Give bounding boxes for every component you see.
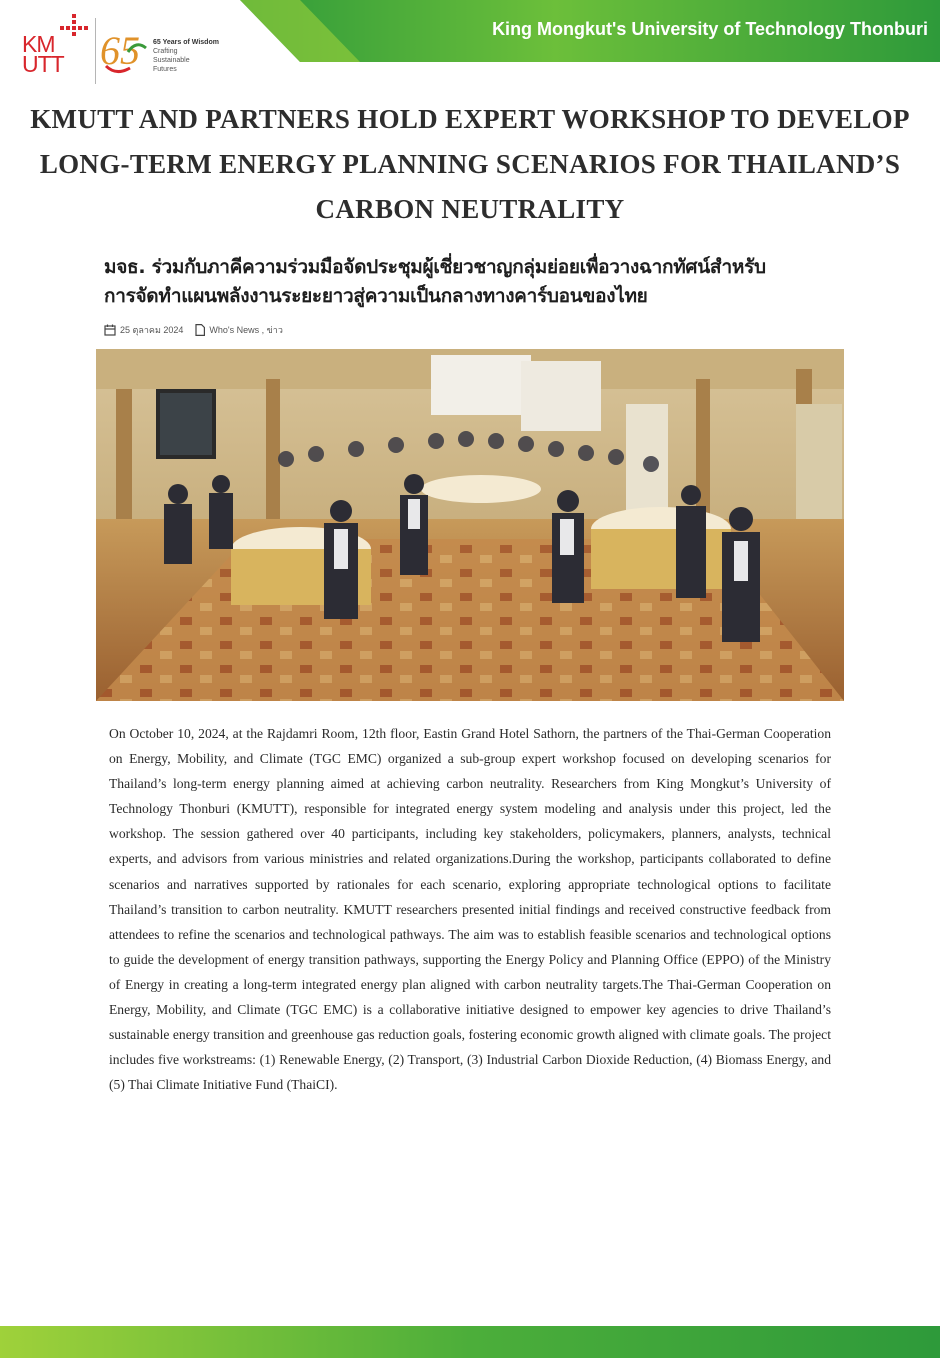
university-name: King Mongkut's University of Technology Thonburi xyxy=(492,19,928,39)
logo-divider xyxy=(95,18,96,84)
category-link[interactable]: Who's News , ข่าว xyxy=(209,325,283,335)
kmutt-wordmark-line2: UTT xyxy=(22,51,64,77)
plus-mark-icon xyxy=(60,14,90,44)
workshop-group-photo xyxy=(96,349,844,701)
thai-title xyxy=(104,253,844,311)
kmutt-logo xyxy=(18,12,228,82)
kmutt-wordmark-line1: KM xyxy=(22,31,55,57)
document-icon xyxy=(195,324,205,336)
wisdom-line2: Crafting xyxy=(153,48,178,55)
anniversary-65-icon xyxy=(98,22,150,78)
wisdom-tagline xyxy=(153,38,219,74)
footer-green-band xyxy=(0,1326,940,1358)
article-title: KMUTT AND PARTNERS HOLD EXPERT WORKSHOP TO DEVELOP LONG-TERM ENERGY PLANNING SCENARIOS FOR THAILAND’S CARBON NEUTRALITY xyxy=(30,104,910,224)
wisdom-line1: 65 Years of Wisdom xyxy=(153,39,219,46)
wisdom-line3: Sustainable xyxy=(153,57,190,64)
wisdom-line4: Futures xyxy=(153,66,177,73)
anniversary-number: 65 xyxy=(100,28,140,73)
article-body: On October 10, 2024, at the Rajdamri Room, 12th floor, Eastin Grand Hotel Sathorn, the partners of the Thai-German Cooperation on Energy, Mobility, and Climate (TGC EMC) organized a sub-group expert workshop focused on developing scenarios for Thailand’s long-term energy planning aimed at achieving carbon neutrality. Researchers from King Mongkut’s University of Technology Thonburi (KMUTT), responsible for integrated energy system modeling and analysis under this project, led the workshop. The session gathered over 40 participants, including key stakeholders, policymakers, planners, analysts, technical experts, and advisors from various ministries and related organizations.During the workshop, participants collaborated to define scenarios and narratives supported by rationales for each scenario, exploring appropriate technological options to facilitate Thailand’s transition to carbon neutrality. KMUTT researchers presented initial findings and received constructive feedback from attendees to refine the scenarios and technological pathways. The aim was to establish feasible scenarios and technological options to guide the development of energy transition pathways, supporting the Energy Policy and Planning Office (EPPO) of the Ministry of Energy in creating a long-term integrated energy plan aligned with carbon neutrality targets.The Thai-German Cooperation on Energy, Mobility, and Climate (TGC EMC) is a collaborative initiative designed to empower key agencies to drive Thailand’s sustainable energy transition and greenhouse gas reduction goals, fostering economic growth aligned with climate goals. The project includes five workstreams: (1) Renewable Energy, (2) Transport, (3) Industrial Carbon Dioxide Reduction, (4) Biomass Energy, and (5) Thai Climate Initiative Fund (ThaiCI). xyxy=(109,726,831,1093)
calendar-icon xyxy=(104,324,116,336)
thai-title-line2: การจัดทำแผนพลังงานระยะยาวสู่ความเป็นกลางทางคาร์บอนของไทย xyxy=(104,285,648,307)
thai-title-line1: มจธ. ร่วมกับภาคีความร่วมมือจัดประชุมผู้เชี่ยวชาญกลุ่มย่อยเพื่อวางฉากทัศน์สำหรับ xyxy=(104,256,766,278)
publish-date: 25 ตุลาคม 2024 xyxy=(120,325,184,335)
article-meta xyxy=(104,322,283,338)
kmutt-wordmark xyxy=(22,31,64,77)
